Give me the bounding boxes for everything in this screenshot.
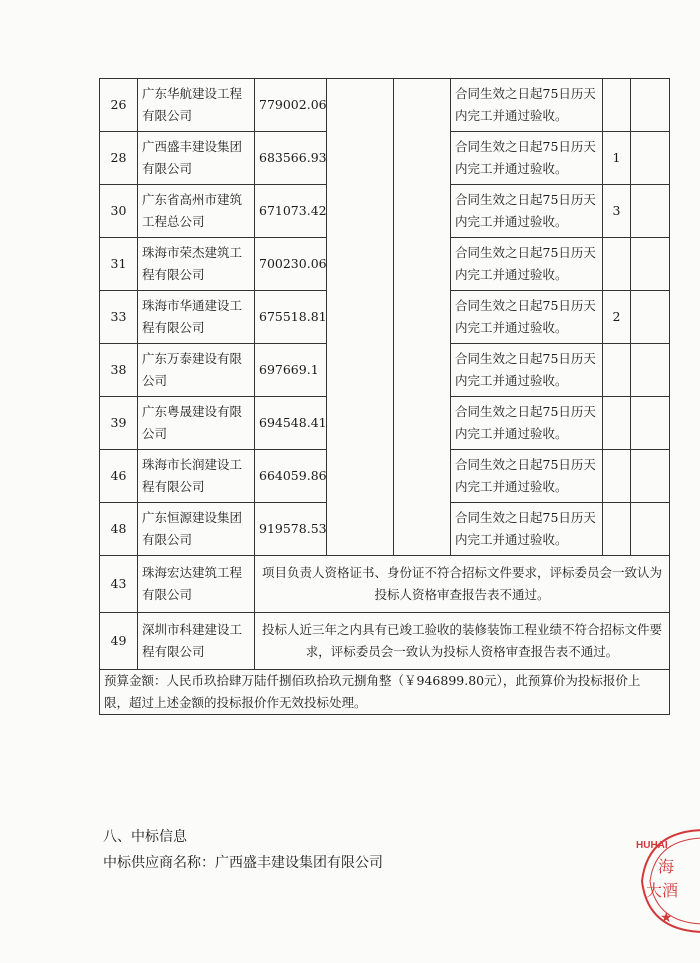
construction-term: 合同生效之日起75日历天内完工并通过验收。 <box>451 503 603 556</box>
bidder-number: 48 <box>100 503 138 556</box>
rejected-row <box>100 613 670 670</box>
empty-cell <box>631 238 670 291</box>
seal-text-middle: 海 <box>658 857 675 876</box>
bid-table-body <box>100 79 670 715</box>
seal-star: ★ <box>660 910 673 926</box>
seal-text-bottom: 大酒 <box>646 881 679 900</box>
construction-term: 合同生效之日起75日历天内完工并通过验收。 <box>451 185 603 238</box>
rejected-row <box>100 556 670 613</box>
empty-cell <box>631 185 670 238</box>
bid-price: 779002.06 <box>255 79 327 132</box>
empty-cell <box>631 450 670 503</box>
bid-price: 697669.1 <box>255 344 327 397</box>
bidder-number: 38 <box>100 344 138 397</box>
budget-row <box>100 670 670 715</box>
bidder-name: 珠海宏达建筑工程有限公司 <box>138 556 255 613</box>
bidder-number: 33 <box>100 291 138 344</box>
bidder-rank <box>603 238 631 291</box>
bidder-name: 广东恒源建设集团有限公司 <box>138 503 255 556</box>
bidder-number: 30 <box>100 185 138 238</box>
bidder-name: 珠海市长润建设工程有限公司 <box>138 450 255 503</box>
bid-price: 919578.53 <box>255 503 327 556</box>
bidder-number: 26 <box>100 79 138 132</box>
bidder-rank: 2 <box>603 291 631 344</box>
bidder-number: 49 <box>100 613 138 670</box>
bidder-number: 31 <box>100 238 138 291</box>
construction-term: 合同生效之日起75日历天内完工并通过验收。 <box>451 291 603 344</box>
construction-term: 合同生效之日起75日历天内完工并通过验收。 <box>451 450 603 503</box>
bid-price: 675518.81 <box>255 291 327 344</box>
construction-term: 合同生效之日起75日历天内完工并通过验收。 <box>451 79 603 132</box>
bidder-name: 广东粤晟建设有限公司 <box>138 397 255 450</box>
empty-cell <box>631 503 670 556</box>
construction-term: 合同生效之日起75日历天内完工并通过验收。 <box>451 132 603 185</box>
winner-line: 中标供应商名称：广西盛丰建设集团有限公司 <box>103 855 383 871</box>
company-seal-stamp <box>628 826 700 936</box>
merged-empty-cell <box>394 79 451 556</box>
bidder-name: 珠海市荣杰建筑工程有限公司 <box>138 238 255 291</box>
bidder-number: 39 <box>100 397 138 450</box>
construction-term: 合同生效之日起75日历天内完工并通过验收。 <box>451 238 603 291</box>
budget-note: 预算金额：人民币玖拾肆万陆仟捌佰玖拾玖元捌角整（￥946899.80元），此预算价为投标报价上限，超过上述金额的投标报价作无效投标处理。 <box>100 670 670 715</box>
construction-term: 合同生效之日起75日历天内完工并通过验收。 <box>451 344 603 397</box>
bid-price: 694548.41 <box>255 397 327 450</box>
bid-price: 683566.93 <box>255 132 327 185</box>
section-title: 八、中标信息 <box>103 829 187 845</box>
bidder-name: 广东华航建设工程有限公司 <box>138 79 255 132</box>
bidder-name: 广东省高州市建筑工程总公司 <box>138 185 255 238</box>
bidder-name: 广东万泰建设有限公司 <box>138 344 255 397</box>
bidder-name: 深圳市科建建设工程有限公司 <box>138 613 255 670</box>
bidder-name: 广西盛丰建设集团有限公司 <box>138 132 255 185</box>
bidder-number: 46 <box>100 450 138 503</box>
bidder-number: 28 <box>100 132 138 185</box>
empty-cell <box>631 344 670 397</box>
bidder-rank: 3 <box>603 185 631 238</box>
bidder-name: 珠海市华通建设工程有限公司 <box>138 291 255 344</box>
rejection-reason: 投标人近三年之内具有已竣工验收的装修装饰工程业绩不符合招标文件要求，评标委员会一致认为投标人资格审查报告表不通过。 <box>255 613 670 670</box>
bidder-rank <box>603 450 631 503</box>
bid-evaluation-table <box>99 78 670 715</box>
empty-cell <box>631 132 670 185</box>
bid-price: 671073.42 <box>255 185 327 238</box>
construction-term: 合同生效之日起75日历天内完工并通过验收。 <box>451 397 603 450</box>
merged-empty-cell <box>327 79 394 556</box>
empty-cell <box>631 291 670 344</box>
bid-price: 700230.06 <box>255 238 327 291</box>
empty-cell <box>631 397 670 450</box>
bid-price: 664059.86 <box>255 450 327 503</box>
table-row <box>100 79 670 132</box>
bidder-rank <box>603 397 631 450</box>
bidder-rank <box>603 344 631 397</box>
bidder-rank: 1 <box>603 132 631 185</box>
empty-cell <box>631 79 670 132</box>
rejection-reason: 项目负责人资格证书、身份证不符合招标文件要求，评标委员会一致认为投标人资格审查报告表不通过。 <box>255 556 670 613</box>
bidder-rank <box>603 79 631 132</box>
bidder-number: 43 <box>100 556 138 613</box>
bidder-rank <box>603 503 631 556</box>
seal-text-top: HUHAI <box>636 840 668 851</box>
